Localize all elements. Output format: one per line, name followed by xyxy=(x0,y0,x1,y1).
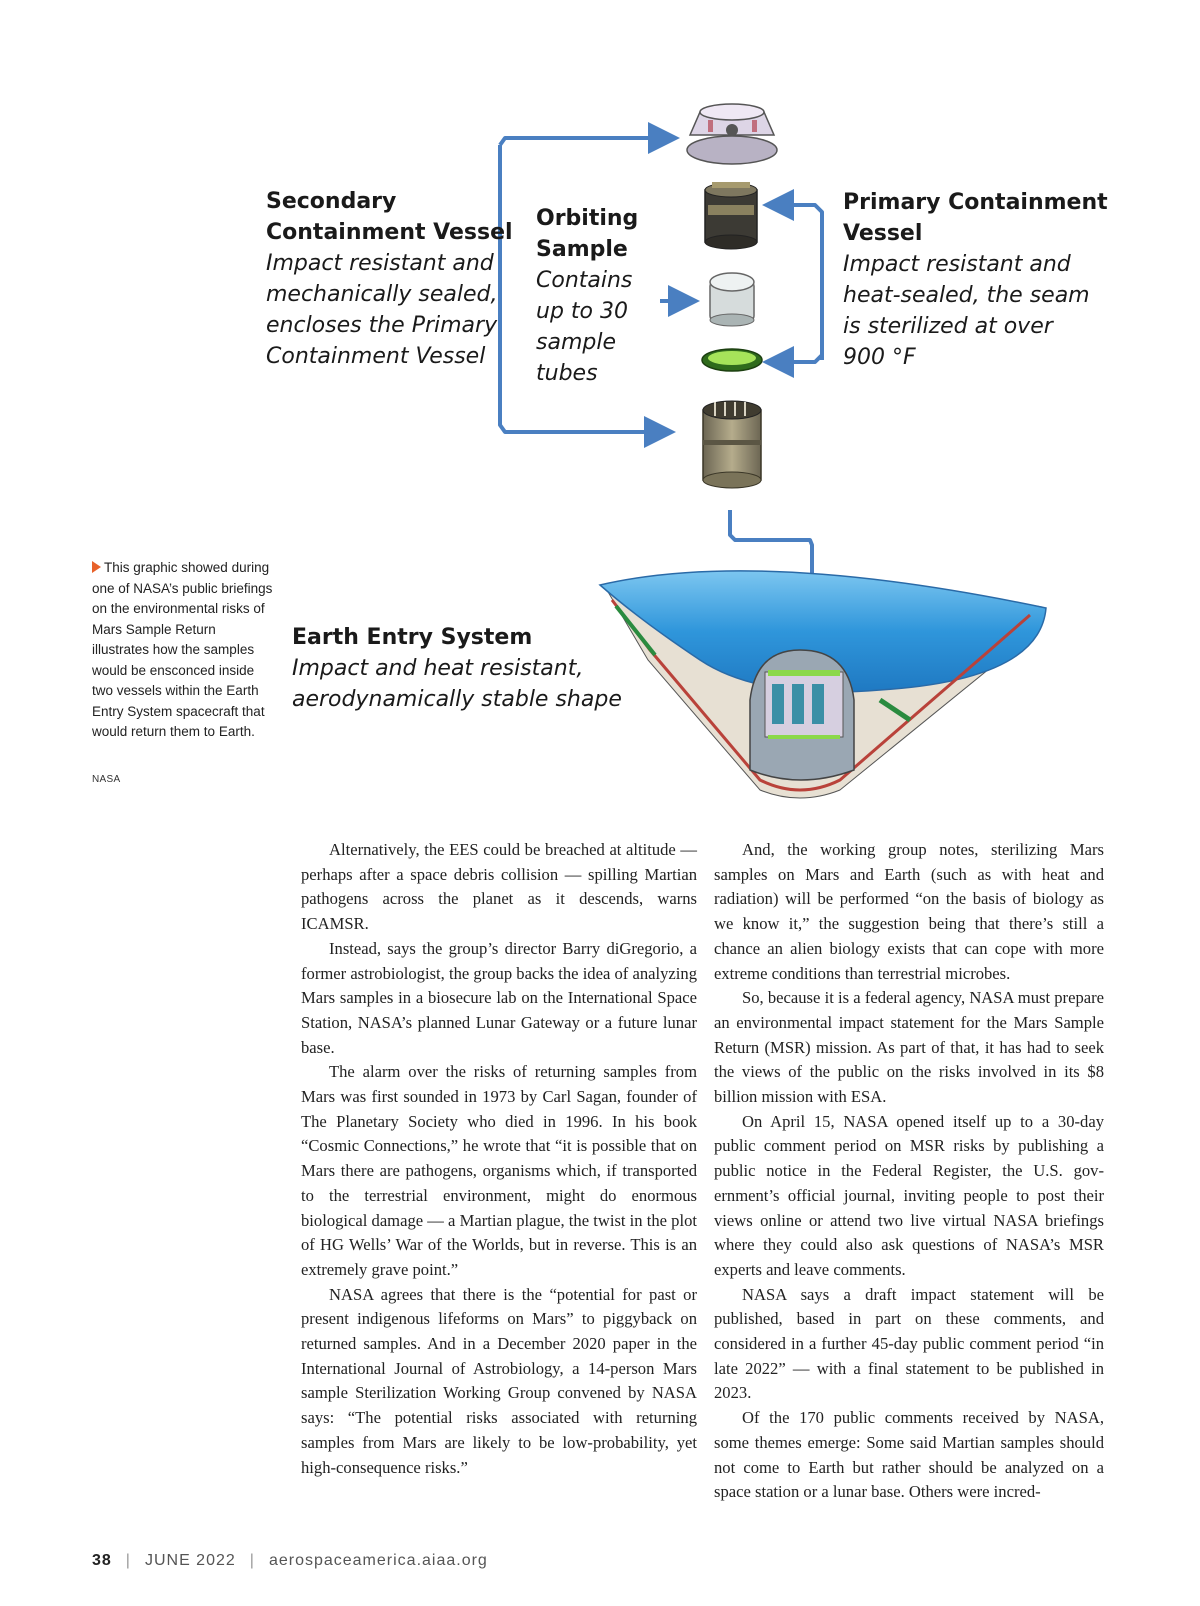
earth-entry-system-label xyxy=(292,622,622,715)
caption-text: This graphic showed during one of NASA’s public briefings on the environmental risks of Mars Sample Return illustrates how the samples would be ensconced inside two vessels within the Earth Entry System spacecraft that would return them to Earth. xyxy=(92,560,273,739)
page-number: 38 xyxy=(92,1552,112,1569)
primary-title-1: Primary Containment xyxy=(843,190,1108,215)
secondary-desc-2: mechanically sealed, xyxy=(266,282,498,307)
orbiting-desc-2: up to 30 xyxy=(536,299,628,324)
primary-title-2: Vessel xyxy=(843,221,923,246)
primary-desc-4: 900 °F xyxy=(843,345,916,370)
figure-caption xyxy=(92,558,274,743)
orbiting-title-1: Orbiting xyxy=(536,206,639,231)
orbiting-sample-label xyxy=(536,203,638,389)
article-column-1 xyxy=(301,838,697,1480)
secondary-desc-3: encloses the Primary xyxy=(266,313,498,338)
orbiting-title-2: Sample xyxy=(536,237,628,262)
orbiting-desc-3: sample xyxy=(536,330,616,355)
ees-desc-2: aerodynamically stable shape xyxy=(292,687,622,712)
col2-para-1: And, the working group notes, sterilizing Mars samples on Mars and Earth (such as with heat and radiation) will be performed “on the basis of biology as we know it,” the suggestion being that there’s still a chance an alien biology exists that can cope with more extreme conditions than terrestrial microbes. xyxy=(714,840,1104,983)
primary-bracket-arrow xyxy=(770,205,822,362)
site-link[interactable]: aerospaceamerica.aiaa.org xyxy=(268,1552,488,1569)
primary-desc-1: Impact resistant and xyxy=(843,252,1071,277)
pcv-lid-component xyxy=(705,182,757,249)
col2-para-5: Of the 170 public comments received by NASA, some themes emerge: Some said Martian samples should not come to Earth but rather should be analyzed on a space station or a lunar base. Others were incred- xyxy=(714,1408,1104,1502)
col2-para-2: So, because it is a federal agency, NASA must prepare an environmental impact statement for the Mars Sample Return (MSR) mission. As part of that, it has had to seek the views of the public on the risks involved in its $8 billion mission with ESA. xyxy=(714,988,1104,1107)
issue-date: JUNE 2022 xyxy=(144,1552,236,1569)
col1-para-2: Instead, says the group’s director Barry diGregorio, a former astrobiologist, the group backs the idea of analyzing Mars samples in a biosecure lab on the International Space Station, NASA’s planned Lunar Gateway or a future lunar base. xyxy=(301,938,697,1057)
orbiting-desc-1: Contains xyxy=(536,268,633,293)
secondary-vessel-label xyxy=(266,186,513,372)
primary-vessel-label xyxy=(843,187,1108,373)
secondary-title-1: Secondary xyxy=(266,189,397,214)
primary-desc-2: heat-sealed, the seam xyxy=(843,283,1090,308)
page-footer xyxy=(92,1552,488,1570)
col2-para-3: On April 15, NASA opened itself up to a 30-day public comment period on MSR risks by publishing a public notice in the Federal Register, the U.S. government’s official journal, inviting people to post their views online or attend two live virtual NASA briefings where they could also ask questions of NASA’s MSR experts and leave comments. xyxy=(714,1111,1104,1279)
col2-para-4: NASA says a draft impact statement will be published, based in part on these comments, and considered in a further 45-day public comment period “in late 2022” — with a final statement to be published in 2023. xyxy=(714,1284,1104,1403)
ees-title: Earth Entry System xyxy=(292,625,533,650)
col1-para-4: NASA agrees that there is the “potential for past or present indigenous lifeforms on Mars” to piggyback on returned samples. And in a December 2020 paper in the International Journal of Astrobiology, a 14-person Mars sample Sterilization Working Group convened by NASA says: “The potential risks associated with returning samples from Mars are likely to be low-probability, yet high-consequence risks.” xyxy=(301,1284,697,1477)
scv-lid-component xyxy=(687,104,777,164)
footer-separator: | xyxy=(125,1552,131,1569)
caption-marker-icon xyxy=(92,561,101,573)
secondary-desc-1: Impact resistant and xyxy=(266,251,494,276)
ees-desc-1: Impact and heat resistant, xyxy=(292,656,584,681)
figure-credit: NASA xyxy=(92,774,121,785)
col1-para-3: The alarm over the risks of returning samples from Mars was first sounded in 1973 by Carl Sagan, founder of The Planetary Society who died in 1996. In his book “Cosmic Connections,” he wrote that “it is possible that on Mars there are pathogens, organisms which, if transported to the terrestrial environment, might do enormous biological damage — a Martian plague, the twist in the plot of HG Wells’ War of the Worlds, but in reverse. This is an extremely grave point.” xyxy=(301,1062,697,1279)
secondary-title-2: Containment Vessel xyxy=(266,220,513,245)
col1-para-1: Alternatively, the EES could be breached at altitude — perhaps after a space debris collision — spilling Martian pathogens across the planet as it descends, warns ICAMSR. xyxy=(301,840,697,934)
secondary-desc-4: Containment Vessel xyxy=(266,344,486,369)
scv-base-component xyxy=(703,401,761,488)
seal-ring-component xyxy=(702,349,762,371)
orbiting-sample-component xyxy=(710,273,754,326)
earth-entry-system-capsule xyxy=(600,571,1046,798)
primary-desc-3: is sterilized at over xyxy=(843,314,1053,339)
footer-separator: | xyxy=(249,1552,255,1569)
article-column-2 xyxy=(714,838,1104,1505)
orbiting-desc-4: tubes xyxy=(536,361,598,386)
